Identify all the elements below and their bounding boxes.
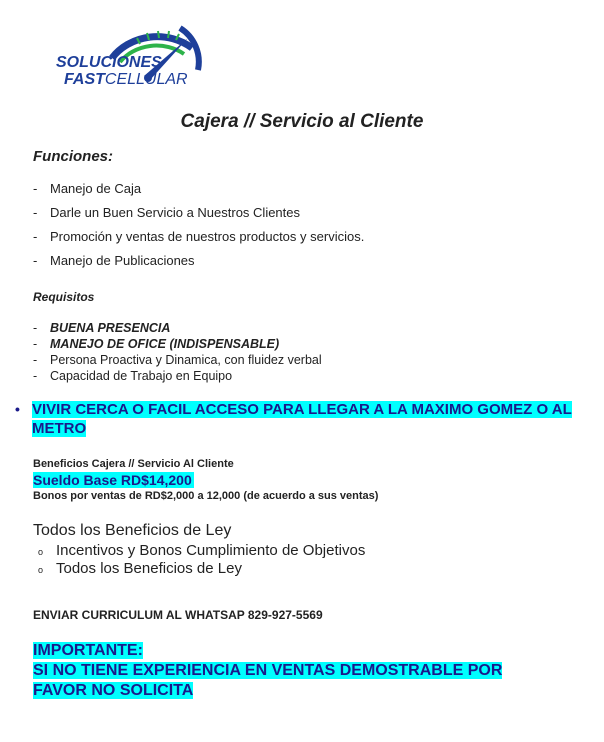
circle-bullet-icon: o [38,565,44,575]
dash-bullet: - [33,369,38,383]
list-item-text: Darle un Buen Servicio a Nuestros Clientes [50,205,301,220]
dash-bullet: - [33,353,38,367]
list-item [38,560,538,578]
important-notice-line: SI NO TIENE EXPERIENCIA EN VENTAS DEMOSTRABLE POR [33,662,503,679]
list-item [33,353,533,368]
list-item-text: BUENA PRESENCIA [50,321,171,335]
beneficios-heading: Beneficios Cajera // Servicio Al Cliente [33,458,234,470]
logo-text-fastcellular [64,71,188,89]
base-salary: Sueldo Base RD$14,200 [33,472,192,488]
list-item [33,181,533,197]
list-item-text: Todos los Beneficios de Ley [56,560,242,577]
circle-bullet-icon: o [38,547,44,557]
highlighted-text: VIVIR CERCA O FACIL ACCESO PARA LLEGAR A LA MAXIMO GOMEZ O AL METRO [32,401,572,437]
list-item-text: MANEJO DE OFICE (INDISPENSABLE) [50,337,280,351]
benefits-subheading: Todos los Beneficios de Ley [33,522,232,539]
list-item [33,253,533,269]
location-requirement-text [32,400,582,438]
list-item-text: Incentivos y Bonos Cumplimiento de Objetivos [56,542,366,559]
list-item [33,369,533,384]
important-notice [33,641,573,701]
important-notice-line: FAVOR NO SOLICITA [33,682,194,699]
list-item [33,205,533,221]
dash-bullet: - [33,229,38,244]
logo-text-fast: FAST [64,71,105,88]
requisitos-heading: Requisitos [33,290,95,304]
dash-bullet: - [33,253,38,268]
important-notice-line: IMPORTANTE: [33,642,143,659]
sales-bonus: Bonos por ventas de RD$2,000 a 12,000 (de acuerdo a sus ventas) [33,490,379,502]
dash-bullet: - [33,321,38,335]
logo-text-cellular: CELLULAR [104,71,188,88]
list-item-text: Persona Proactiva y Dinamica, con fluidez verbal [50,353,322,367]
bullet-dot-icon: • [15,401,20,417]
dash-bullet: - [33,205,38,220]
list-item [33,337,533,352]
list-item-text: Capacidad de Trabajo en Equipo [50,369,233,383]
list-item [33,321,533,336]
list-item [38,542,538,560]
list-item-text: Promoción y ventas de nuestros productos y servicios. [50,229,365,244]
list-item [33,229,553,245]
dash-bullet: - [33,337,38,351]
logo-text-soluciones: SOLUCIONES [56,54,162,71]
page-title: Cajera // Servicio al Cliente [180,111,424,132]
funciones-heading: Funciones: [33,148,114,165]
company-logo [52,18,202,98]
contact-instruction: ENVIAR CURRICULUM AL WHATSAP 829-927-5569 [33,608,323,622]
dash-bullet: - [33,181,38,196]
list-item-text: Manejo de Caja [50,181,142,196]
list-item-text: Manejo de Publicaciones [50,253,195,268]
location-requirement [15,400,575,440]
